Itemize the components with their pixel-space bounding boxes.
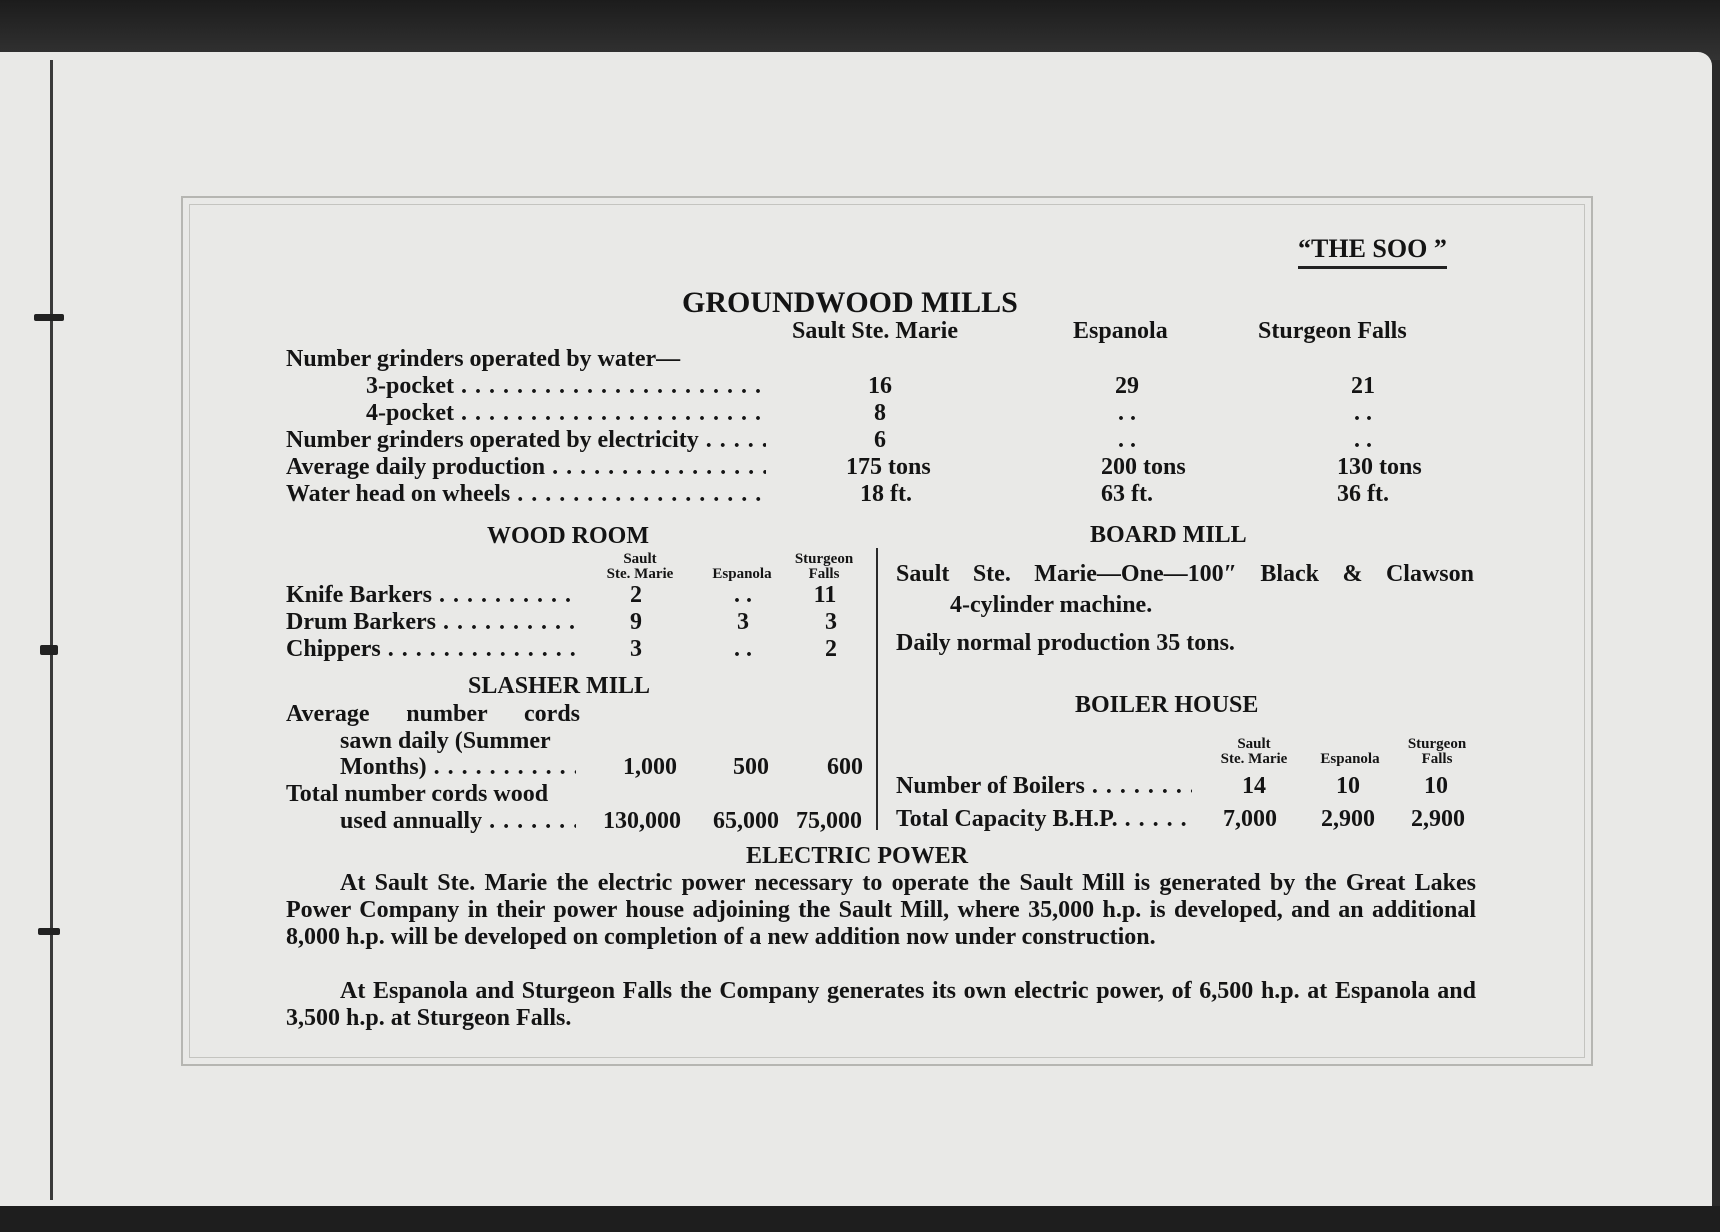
groundwood-row-label: Water head on wheels . . . (286, 481, 766, 508)
binding-mark (40, 645, 58, 655)
wood-room-value: 9 (630, 609, 642, 635)
electric-power-paragraph: At Sault Ste. Marie the electric power necessary to operate the Sault Mill is generated by the Great Lakes Power Company in their power house adjoining the Sault Mill, where 35,000 h.p. is developed, and an additional 8,000 h.p. will be developed on completion of a new addition now under construction. (286, 870, 1476, 950)
groundwood-value: 16 (868, 373, 892, 399)
boiler-value: 10 (1336, 773, 1360, 799)
groundwood-col-espanola: Espanola (1073, 318, 1168, 344)
groundwood-value: . . (1118, 400, 1136, 426)
board-mill-title: BOARD MILL (1090, 522, 1247, 548)
board-mill-line: 4-cylinder machine. (950, 592, 1153, 618)
boiler-house-title: BOILER HOUSE (1075, 692, 1259, 718)
slasher-mill-title: SLASHER MILL (468, 673, 651, 699)
wood-room-value: . . (734, 582, 752, 608)
board-mill-line: Sault Ste. Marie—One—100″ Black & Clawson (896, 561, 1474, 587)
slasher-value: 1,000 (623, 754, 677, 780)
wood-room-value: 3 (737, 609, 749, 635)
boiler-value: 7,000 (1223, 806, 1277, 832)
groundwood-row-label: 3-pocket . . . (366, 373, 766, 400)
electric-power-title: ELECTRIC POWER (746, 843, 969, 869)
boiler-value: 10 (1424, 773, 1448, 799)
header-tag: “THE SOO ” (1298, 234, 1447, 269)
wood-room-value: 2 (630, 582, 642, 608)
boiler-row-label: Number of Boilers . . . (896, 773, 1192, 800)
wood-room-row-label: Knife Barkers . . . (286, 582, 576, 609)
wood-room-title: WOOD ROOM (487, 523, 649, 549)
slasher-value: 600 (827, 754, 863, 780)
electric-power-paragraph: At Espanola and Sturgeon Falls the Company generates its own electric power, of 6,500 h.p. at Espanola and 3,500 h.p. at Sturgeon Falls. (286, 978, 1476, 1031)
wood-room-value: 3 (630, 636, 642, 662)
groundwood-row-label: Average daily production . . . (286, 454, 766, 481)
groundwood-col-sault: Sault Ste. Marie (792, 318, 958, 344)
wood-room-value: 3 (825, 609, 837, 635)
groundwood-value: 175 tons (846, 454, 931, 480)
boiler-value: 2,900 (1321, 806, 1375, 832)
slasher-value: 75,000 (796, 808, 862, 834)
slasher-row-label: Average number cords (286, 701, 580, 727)
column-divider (876, 548, 878, 830)
groundwood-value: 18 ft. (860, 481, 912, 507)
slasher-value: 65,000 (713, 808, 779, 834)
slasher-row-label: Total number cords wood (286, 781, 549, 807)
slasher-value: 130,000 (603, 808, 681, 834)
binding-mark (34, 314, 64, 321)
boiler-col-sault: Sault Ste. Marie (1220, 736, 1288, 767)
groundwood-value: 130 tons (1337, 454, 1422, 480)
slasher-value: 500 (733, 754, 769, 780)
binding-mark (38, 928, 60, 935)
slasher-row-label: used annually . . . (340, 808, 576, 835)
wood-room-row-label: Chippers . . . (286, 636, 576, 663)
boiler-value: 2,900 (1411, 806, 1465, 832)
groundwood-value: 21 (1351, 373, 1375, 399)
groundwood-value: . . (1354, 427, 1372, 453)
wood-room-col-sturgeon: Sturgeon Falls (794, 551, 854, 582)
boiler-value: 14 (1242, 773, 1266, 799)
groundwood-value: . . (1354, 400, 1372, 426)
groundwood-value: . . (1118, 427, 1136, 453)
wood-room-col-sault: Sault Ste. Marie (606, 551, 674, 582)
groundwood-intro: Number grinders operated by water— (286, 346, 681, 372)
groundwood-title: GROUNDWOOD MILLS (682, 286, 1018, 319)
wood-room-value: 2 (825, 636, 837, 662)
binding-line (50, 60, 53, 1200)
film-edge-bottom (0, 1206, 1720, 1232)
slasher-row-label: Months) . . . (340, 754, 576, 781)
wood-room-value: 11 (813, 582, 837, 608)
slasher-row-label: sawn daily (Summer (340, 728, 551, 754)
wood-room-row-label: Drum Barkers . . . (286, 609, 576, 636)
groundwood-value: 36 ft. (1337, 481, 1389, 507)
groundwood-value: 6 (874, 427, 886, 453)
board-mill-line: Daily normal production 35 tons. (896, 630, 1235, 656)
groundwood-value: 200 tons (1101, 454, 1186, 480)
groundwood-value: 8 (874, 400, 886, 426)
boiler-row-label: Total Capacity B.H.P. . . . (896, 806, 1192, 833)
groundwood-value: 63 ft. (1101, 481, 1153, 507)
wood-room-col-espanola: Espanola (712, 566, 772, 582)
boiler-col-espanola: Espanola (1320, 751, 1380, 767)
wood-room-value: . . (734, 636, 752, 662)
film-edge-top (0, 0, 1720, 60)
groundwood-col-sturgeon: Sturgeon Falls (1258, 318, 1407, 344)
groundwood-row-label: Number grinders operated by electricity . . . (286, 427, 766, 454)
groundwood-value: 29 (1115, 373, 1139, 399)
boiler-col-sturgeon: Sturgeon Falls (1407, 736, 1467, 767)
groundwood-row-label: 4-pocket . . . (366, 400, 766, 427)
